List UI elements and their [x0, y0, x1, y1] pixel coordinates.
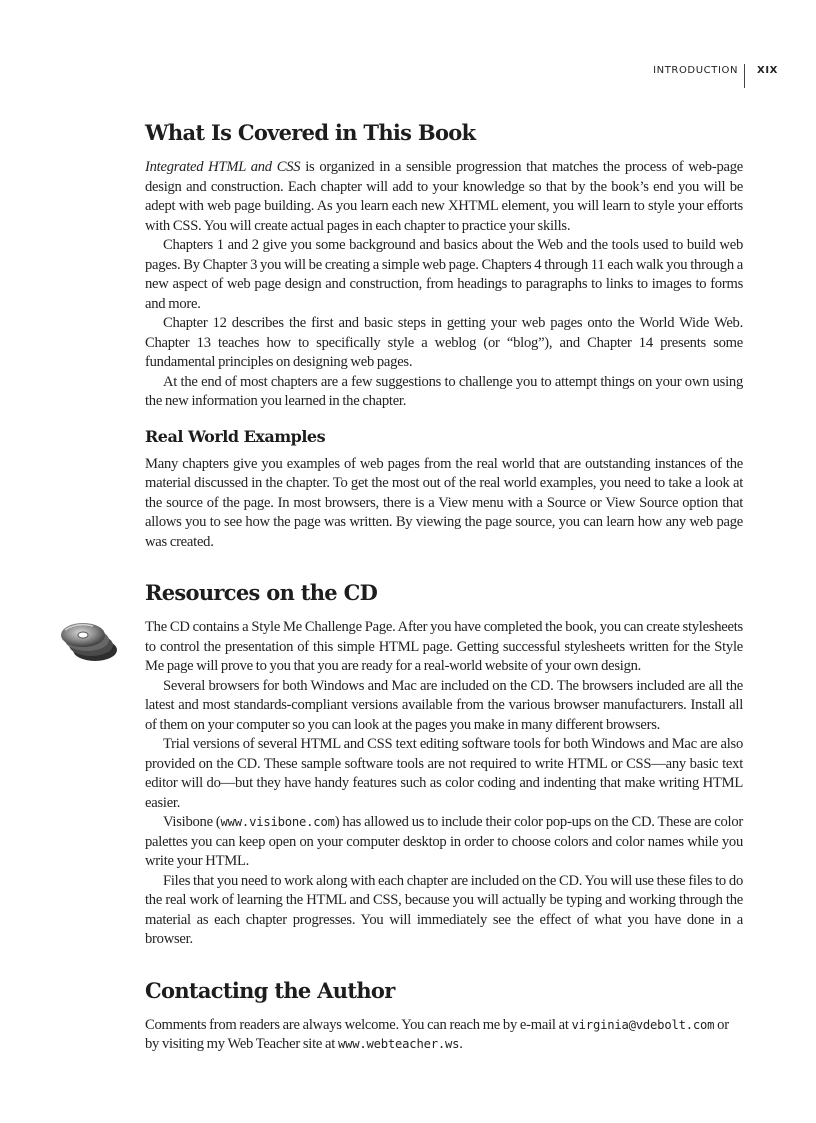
subsection-real-world	[145, 425, 743, 553]
paragraph-resources-1: The CD contains a Style Me Challenge Page. After you have completed the book, you can create stylesheets to control the presentation of this simple HTML page. Getting successful stylesheets written for the Style Me page will prove to you that you are ready for a real-world website of your own design.	[145, 619, 743, 674]
paragraph-covered-2: Chapters 1 and 2 give you some background and basics about the Web and the tools used to build web pages. By Chapter 3 you will be creating a simple web page. Chapters 4 through 11 each walk you through a new aspect of web page design and construction, from headings to paragraphs to links to images to forms and more.	[145, 237, 743, 312]
book-title: Integrated HTML and CSS	[145, 159, 301, 175]
contact-text-post: .	[459, 1036, 463, 1052]
paragraph-resources-4-pre: Visibone (	[163, 814, 221, 830]
paragraph-covered-3: Chapter 12 describes the first and basic steps in getting your web pages onto the World Wide Web. Chapter 13 teaches how to specifically style a weblog (or “blog”), and Chapter 14 presents some fundamental principles on designing web pages.	[145, 315, 743, 370]
paragraph-resources-5: Files that you need to work along with each chapter are included on the CD. You will use these files to do the real work of learning the HTML and CSS, because you will actually be typing and working through the material as each chapter progresses. You will immediately see the effect of what you have done in a browser.	[145, 872, 743, 947]
author-email-link[interactable]: virginia@vdebolt.com	[571, 1017, 715, 1032]
paragraph-covered-1-text: is organized in a sensible progression that matches the process of web-page design and construction. Each chapter will add to your knowledge so that by the book’s end you will be adept with web page building. As you learn each new XHTML element, you will learn to style your efforts with CSS. You will create actual pages in each chapter to practice your skills.	[145, 159, 744, 234]
webteacher-site-link[interactable]: www.webteacher.ws	[337, 1037, 460, 1051]
paragraph-real-world-1: Many chapters give you examples of web pages from the real world that are outstanding instances of the material discussed in the chapter. To get the most out of the real world examples, you need to take a look at the source of the page. In most browsers, there is a View menu with a Source or View Source option that allows you to see how the page was written. By viewing the page source, you can learn how any web page was created.	[145, 455, 743, 550]
contact-text-pre: Comments from readers are always welcome. You can reach me by e-mail at	[145, 1016, 572, 1033]
paragraph-covered-4: At the end of most chapters are a few suggestions to challenge you to attempt things on your own using the new information you learned in the chapter.	[145, 373, 743, 409]
paragraph-resources-3: Trial versions of several HTML and CSS text editing software tools for both Windows and Mac are also provided on the CD. These sample software tools are not required to write HTML or CSS—any basic text editor will do—but they have handy features such as color coding and indenting that make writing HTML easier.	[145, 736, 743, 811]
visibone-link[interactable]: www.visibone.com	[220, 815, 335, 829]
contact-text-mid: or by visiting my Web Teacher site at	[145, 1016, 729, 1052]
heading-covered: What Is Covered in This Book	[145, 120, 476, 145]
section-covered	[145, 118, 743, 552]
running-head-section: INTRODUCTION	[653, 64, 739, 76]
paragraph-covered-1	[145, 158, 743, 236]
section-contact	[145, 976, 743, 1055]
page-number: XIX	[757, 64, 778, 76]
running-head	[653, 52, 778, 88]
paragraph-resources-4	[145, 813, 743, 872]
heading-real-world: Real World Examples	[145, 426, 326, 446]
page-body	[145, 118, 743, 1081]
heading-contact: Contacting the Author	[145, 977, 395, 1003]
paragraph-resources-4-post: ) has allowed us to include their color pop-ups on the CD. These are color palettes you can keep open on your computer desktop in order to choose colors and color names while you write your HTML.	[145, 814, 744, 869]
paragraph-resources-2: Several browsers for both Windows and Mac are included on the CD. The browsers included are all the latest and most standards-compliant versions available from the various browser manufacturers. Install all of them on your computer so you can look at the pages you make in many different browsers.	[145, 677, 743, 733]
paragraph-contact	[145, 1016, 743, 1055]
cd-stack-icon	[57, 612, 121, 664]
heading-resources: Resources on the CD	[145, 580, 378, 605]
section-resources	[145, 578, 743, 950]
